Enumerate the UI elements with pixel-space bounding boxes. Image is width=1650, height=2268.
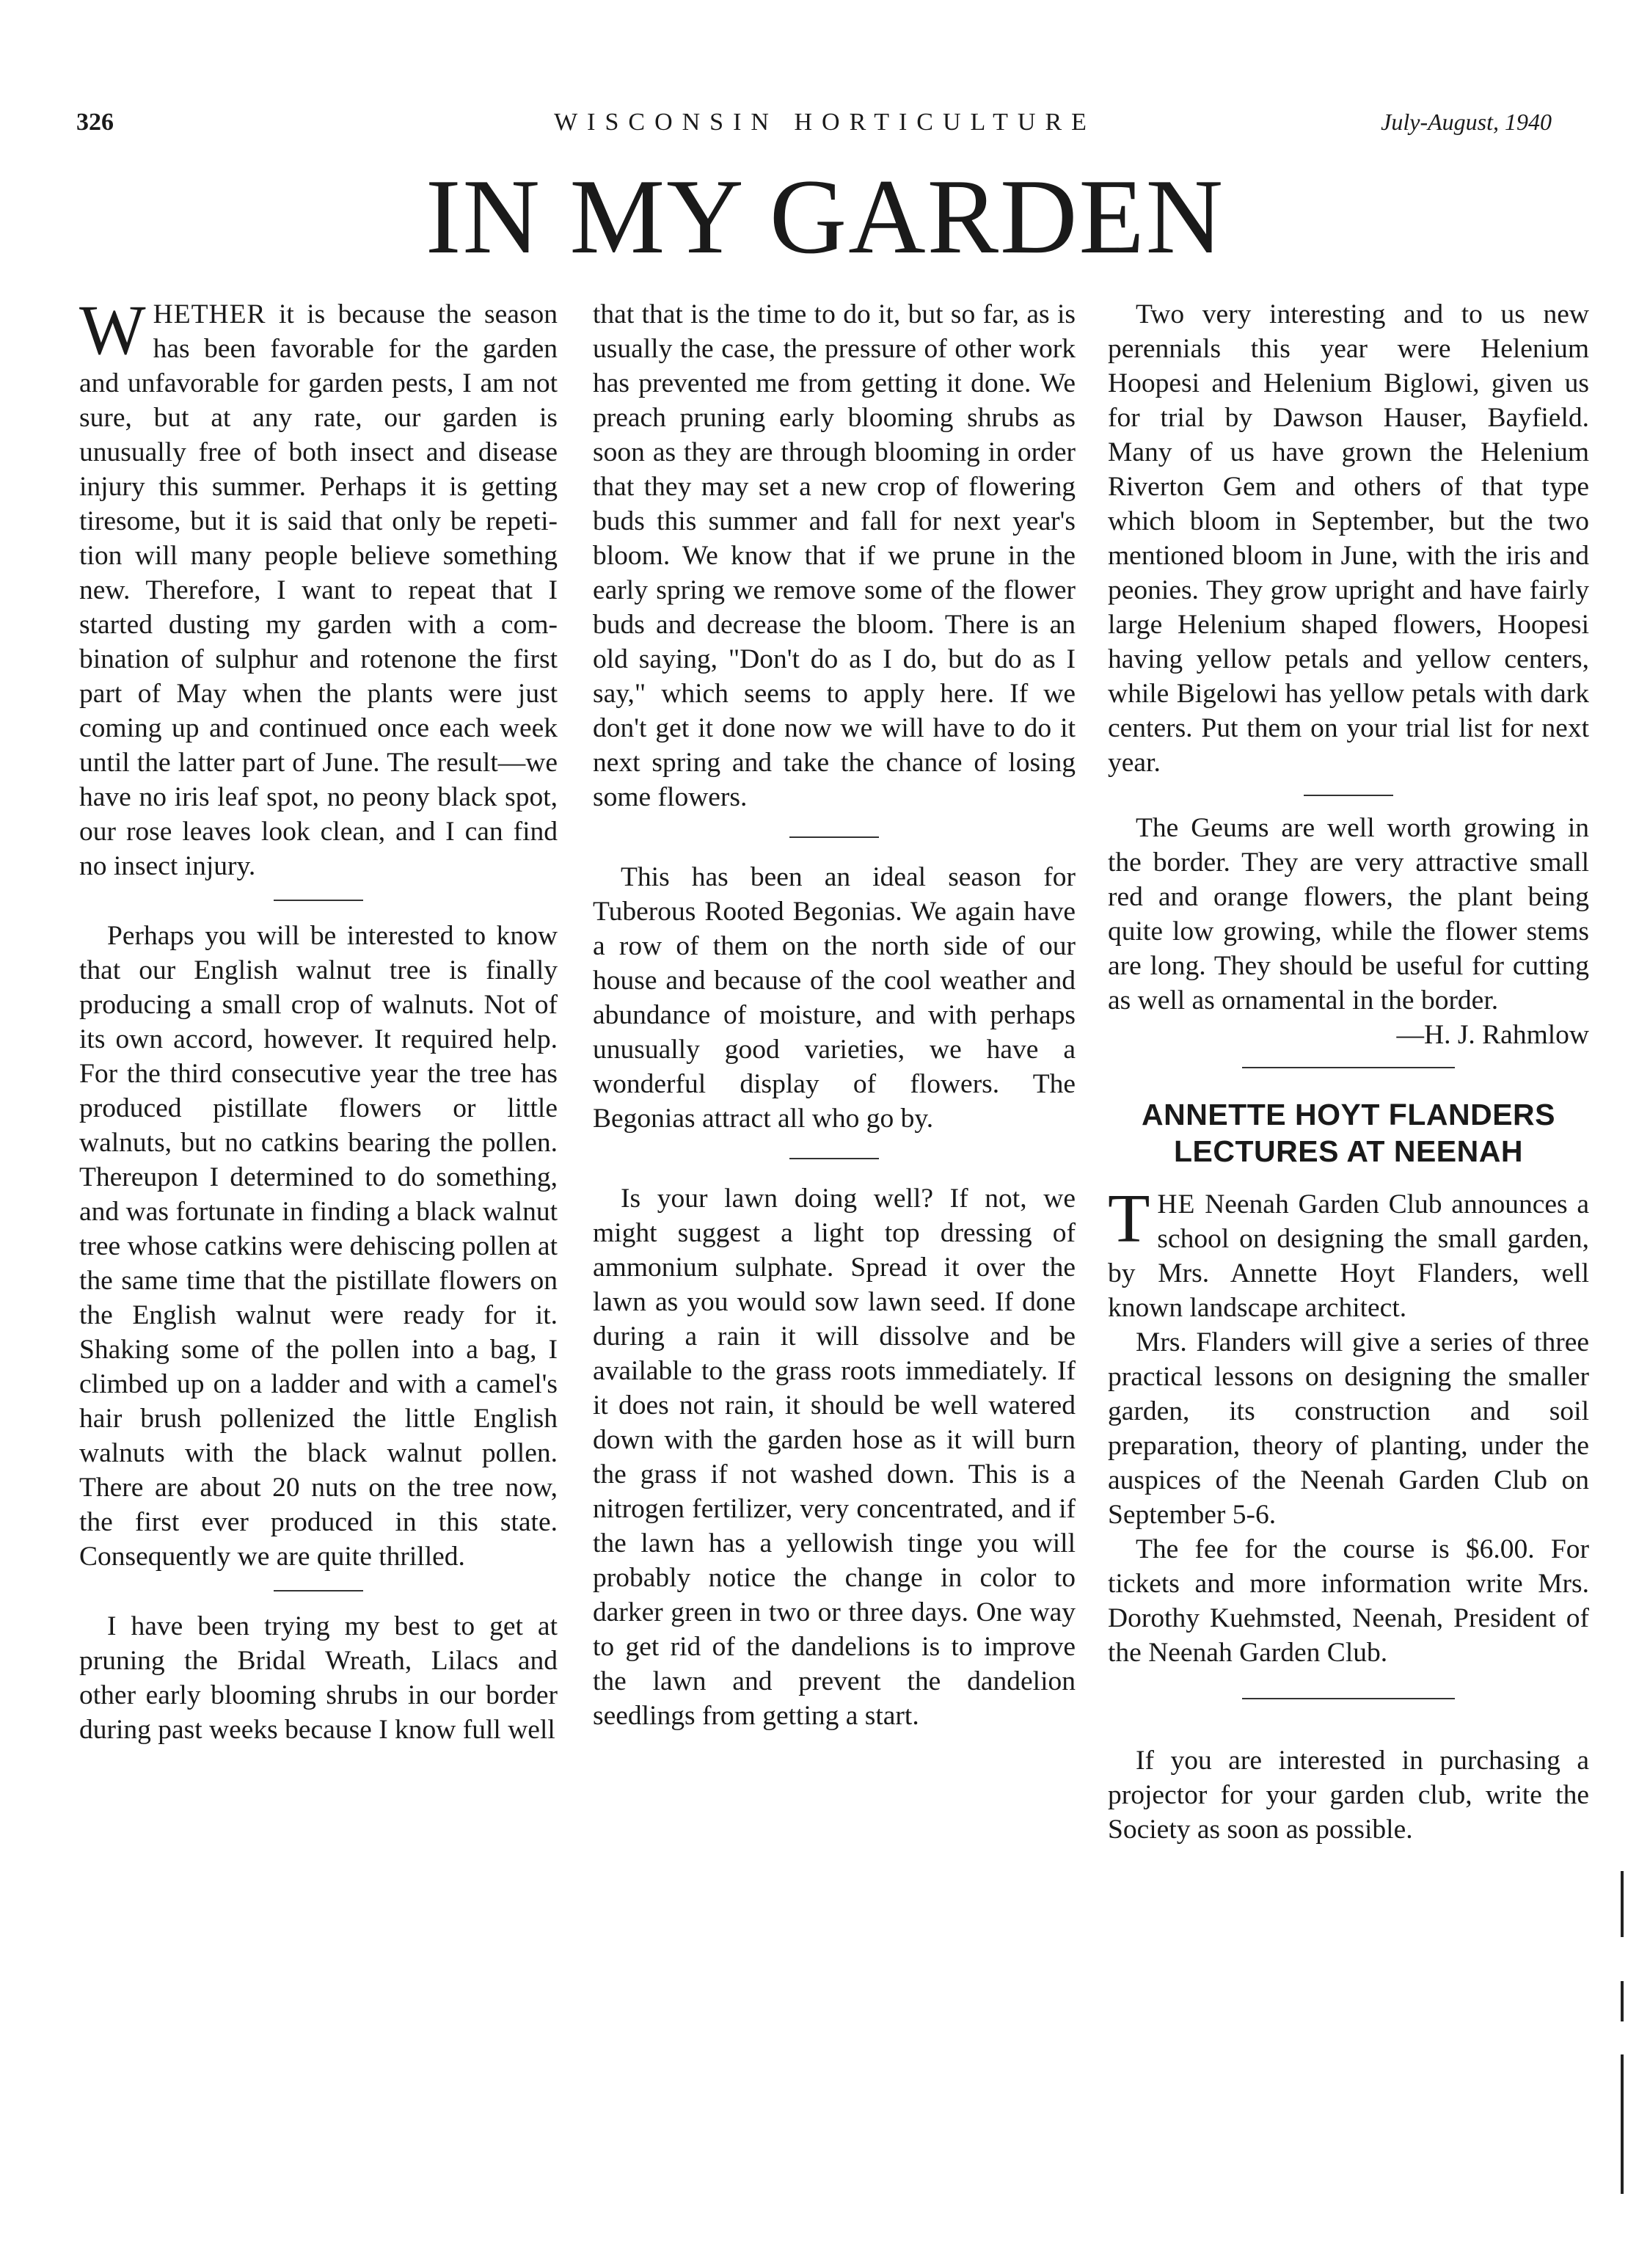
column-1 [79, 291, 558, 1747]
paragraph-begonias: This has been an ideal season for Tuberous Rooted Begonias. We again have a row of them on the north side of our house and because of the cool weather and abundance of moisture, and with perhaps unusually good varieties, we have a wonderful display of flowers. The Begonias attract all who go by. [593, 862, 1076, 1134]
section-divider [1304, 795, 1393, 796]
column-3 [1108, 297, 1589, 1847]
paragraph-pruning-continued: that that is the time to do it, but so far, as is usually the case, the pressure of other work has prevented me from getting it done. We preach pruning early blooming shrubs as soon as they are through blooming in order that they may set a new crop of flowering buds this summer and fall for next year's bloom. We know that if we prune in the early spring we remove some of the flower buds and decrease the bloom. There is an old saying, "Don't do as I do, but do as I say," which seems to apply here. If we don't get it done now we will have to do it next spring and take the chance of losing some flowers. [593, 299, 1076, 812]
margin-rule [1621, 2054, 1624, 2194]
margin-rule [1621, 1981, 1624, 2021]
paragraph-lawn: Is your lawn doing well? If not, we might suggest a light top dressing of ammonium sulphate. Spread it over the lawn as you would sow lawn seed. If done during a rain it will dissolve and be available to the grass roots immediately. If it does not rain, it should be well watered down with the garden hose as it will burn the grass if not washed down. This is a nitrogen fertilizer, very concentrated, and if the lawn has a yellowish tinge you will probably notice the change in color to darker green in two or three days. One way to get rid of the dandelions is to improve the lawn and prevent the dandelion seedlings from getting a start. [593, 1184, 1076, 1731]
section-divider [789, 1158, 879, 1159]
section-divider [1242, 1698, 1455, 1699]
notice-headline-line-2: LECTURES AT NEENAH [1174, 1134, 1523, 1168]
paragraph-geums: The Geums are well worth growing in the border. They are very attractive small red and orange flowers, the plant being quite low growing, while the flower stems are long. They should be useful for cutting as well as ornamental in the border. [1108, 813, 1589, 1016]
paragraph-pest-control [79, 291, 558, 883]
section-divider [1242, 1067, 1455, 1068]
paragraph-neenah-club [1108, 1181, 1589, 1325]
paragraph-text: Neenah Garden Club announces a school on designing the small garden, by Mrs. Annette Hoyt Flanders, well known landscape architect. [1108, 1189, 1589, 1323]
paragraph-walnut: Perhaps you will be interested to know that our English walnut tree is finally producing a small crop of walnuts. Not of its own accord, however. It required help. For the third consecutive year the tree has produced pistillate flowers or little walnuts, but no catkins bearing the pollen. Thereupon I determined to do something, and was fortunate in finding a black walnut tree whose catkins were dehiscing pollen at the same time that the pistillate flowers on the English walnut were ready for it. Shaking some of the pollen into a bag, I climbed up on a ladder and with a camel's hair brush pollenized the little English walnuts with the black walnut pollen. There are about 20 nuts on the tree now, the first ever produced in this state. Consequently we are quite thrilled. [79, 921, 558, 1572]
page-header [0, 109, 1650, 145]
lead-in: HETHER [153, 299, 266, 329]
paragraph-text: it is because the season has been favorable for the garden and unfavorable for garden pests, I am not sure, but at any rate, our garden is unusually free of both insect and disease injury this summer. Perhaps it is getting tiresome, but it is said that only be repetition will many people believe something new. Therefore, I want to repeat that I started dusting my garden with a combination of sulphur and rotenone the first part of May when the plants were just coming up and continued once each week until the latter part of June. The result—we have no iris leaf spot, no peony black spot, our rose leaves look clean, and I can find no insect injury. [79, 299, 558, 881]
lead-in: HE [1157, 1189, 1196, 1219]
drop-cap: T [1108, 1181, 1150, 1257]
section-divider [274, 900, 363, 901]
notice-headline-line-1: ANNETTE HOYT FLANDERS [1142, 1098, 1555, 1131]
journal-name: WISCONSIN HORTICULTURE [554, 109, 1096, 136]
paragraph-pruning-start: I have been trying my best to get at pruning the Bridal Wreath, Lilacs and other early blooming shrubs in our border during past weeks because I know full well [79, 1611, 558, 1745]
section-divider [789, 836, 879, 838]
article-title: IN MY GARDEN [425, 157, 1225, 276]
paragraph-lessons: Mrs. Flanders will give a series of three practical lessons on designing the smaller garden, its construction and soil preparation, theory of planting, under the auspices of the Neenah Garden Club on September 5-6. [1108, 1327, 1589, 1530]
notice-headline [1108, 1096, 1589, 1170]
issue-date: July-August, 1940 [1381, 109, 1552, 135]
paragraph-helenium: Two very interesting and to us new perennials this year were Helenium Hoopesi and Helenium Biglowi, given us for trial by Dawson Hauser, Bayfield. Many of us have grown the Helenium Riverton Gem and others of that type which bloom in September, but the two mentioned bloom in June, with the iris and peonies. They grow upright and have fairly large Helenium shaped flowers, Hoopesi having yellow petals and yellow centers, while Bigelowi has yellow petals with dark centers. Put them on your trial list for next year. [1108, 299, 1589, 778]
column-2 [593, 297, 1076, 1733]
paragraph-fee: The fee for the course is $6.00. For tickets and more information write Mrs. Dorothy Kuehmsted, Neenah, President of the Neenah Garden Club. [1108, 1534, 1589, 1668]
margin-rule [1621, 1871, 1624, 1937]
page-number: 326 [76, 109, 114, 136]
paragraph-projector: If you are interested in purchasing a projector for your garden club, write the Society as soon as possible. [1108, 1746, 1589, 1845]
section-divider [274, 1590, 363, 1591]
author-signature: —H. J. Rahmlow [1396, 1020, 1589, 1050]
drop-cap: W [79, 291, 146, 369]
